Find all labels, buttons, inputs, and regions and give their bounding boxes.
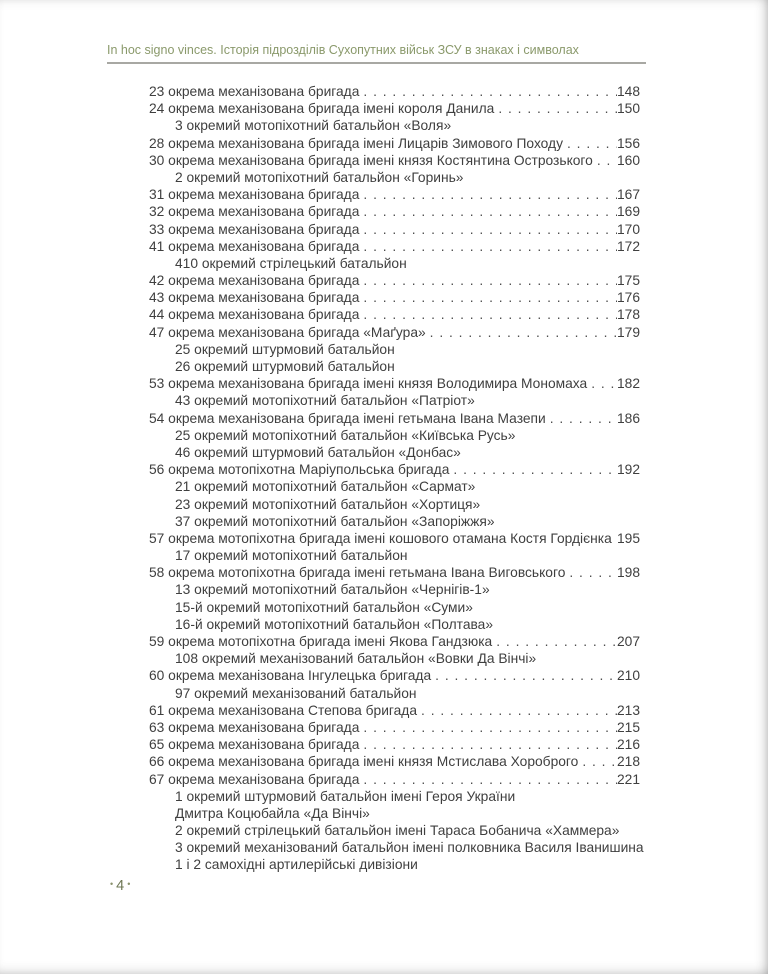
toc-leader-dots bbox=[567, 135, 617, 152]
toc-entry-title: 28 окрема механізована бригада імені Лицарів Зимового Походу bbox=[149, 135, 564, 151]
toc-entry-title: 47 окрема механізована бригада «Маґура» bbox=[149, 324, 426, 340]
toc-entry bbox=[149, 203, 640, 220]
running-title: In hoc signo vinces. Історія підрозділів Сухопутних військ ЗСУ в знаках і символах bbox=[107, 43, 579, 57]
toc-entry bbox=[149, 444, 640, 461]
toc-entry-page: 215 bbox=[616, 719, 640, 735]
toc-entry bbox=[149, 788, 640, 805]
running-header bbox=[107, 43, 646, 64]
toc-entry-title: 25 окремий штурмовий батальйон bbox=[175, 341, 395, 357]
toc-entry-page: 213 bbox=[616, 702, 640, 718]
toc-leader-dots bbox=[363, 771, 617, 788]
toc-entry-page: 167 bbox=[616, 187, 640, 203]
toc-entry-title: 43 окрема механізована бригада bbox=[149, 290, 360, 306]
toc-entry bbox=[149, 100, 640, 117]
toc-entry-title: 97 окремий механізований батальйон bbox=[175, 685, 417, 701]
toc-leader-dots bbox=[363, 289, 617, 306]
toc-leader-dots bbox=[363, 203, 617, 220]
toc-entry bbox=[149, 616, 640, 633]
toc-entry-title: 42 окрема механізована бригада bbox=[149, 273, 360, 289]
toc-leader-dots bbox=[591, 375, 617, 392]
toc-entry-page: 156 bbox=[616, 135, 640, 151]
toc-entry-title: 31 окрема механізована бригада bbox=[149, 187, 360, 203]
toc-entry-title: 21 окремий мотопіхотний батальйон «Сармат» bbox=[175, 479, 476, 495]
toc-entry-title: 46 окремий штурмовий батальйон «Донбас» bbox=[175, 444, 461, 460]
toc-leader-dots bbox=[363, 272, 617, 289]
toc-leader-dots bbox=[363, 238, 617, 255]
toc-entry bbox=[149, 169, 640, 186]
toc-entry-page: 148 bbox=[616, 84, 640, 99]
toc-entry bbox=[149, 289, 640, 306]
toc-entry-title: 60 окрема механізована Інгулецька бригада bbox=[149, 668, 432, 684]
toc-entry bbox=[149, 358, 640, 375]
page-number-folio bbox=[107, 878, 133, 895]
toc-entry-page: 192 bbox=[616, 462, 640, 478]
toc-entry-title: 57 окрема мотопіхотна бригада імені кошового отамана Костя Гордієнка bbox=[149, 530, 612, 546]
toc-entry bbox=[149, 221, 640, 238]
toc-entry-page: 179 bbox=[616, 324, 640, 340]
toc-entry-page: 221 bbox=[616, 771, 640, 787]
toc-entry-title: 3 окремий механізований батальйон імені полковника Василя Іванишина bbox=[175, 840, 644, 856]
toc-leader-dots bbox=[435, 667, 617, 684]
toc-leader-dots bbox=[363, 221, 617, 238]
toc-entry bbox=[149, 341, 640, 358]
toc-entry bbox=[149, 753, 640, 770]
toc-entry-title: 32 окрема механізована бригада bbox=[149, 204, 360, 220]
toc-entry-page: 176 bbox=[616, 290, 640, 306]
toc-entry-title: 1 окремий штурмовий батальйон імені Героя України bbox=[175, 788, 516, 804]
folio-bullet-left: • bbox=[110, 879, 114, 889]
toc-entry-title: 108 окремий механізований батальйон «Вовки Да Вінчі» bbox=[175, 651, 537, 667]
toc-entry-title: 61 окрема механізована Степова бригада bbox=[149, 702, 418, 718]
toc-entry-page: 216 bbox=[616, 737, 640, 753]
toc-entry bbox=[149, 771, 640, 788]
toc-entry-page: 172 bbox=[616, 238, 640, 254]
toc-entry-title: 3 окремий мотопіхотний батальйон «Воля» bbox=[175, 118, 452, 134]
toc-entry-page: 210 bbox=[616, 668, 640, 684]
toc-entry-title: 30 окрема механізована бригада імені князя Костянтина Острозького bbox=[149, 152, 593, 168]
toc-entry-title: 13 окремий мотопіхотний батальйон «Чернігів-1» bbox=[175, 582, 490, 598]
toc-leader-dots bbox=[569, 564, 617, 581]
toc-entry bbox=[149, 238, 640, 255]
toc-entry bbox=[149, 719, 640, 736]
toc-entry bbox=[149, 410, 640, 427]
toc-entry-title: 63 окрема механізована бригада bbox=[149, 719, 360, 735]
toc-entry bbox=[149, 461, 640, 478]
toc-entry-title: 58 окрема мотопіхотна бригада імені гетьмана Івана Виговського bbox=[149, 565, 566, 581]
toc-leader-dots bbox=[363, 306, 617, 323]
toc-entry-title: 37 окремий мотопіхотний батальйон «Запоріжжя» bbox=[175, 513, 495, 529]
toc-entry-title: Дмитра Коцюбайла «Да Вінчі» bbox=[175, 805, 370, 821]
toc-entry bbox=[149, 685, 640, 702]
toc-entry bbox=[149, 478, 640, 495]
toc-entry-title: 43 окремий мотопіхотний батальйон «Патріот» bbox=[175, 393, 475, 409]
toc-entry-title: 41 окрема механізована бригада bbox=[149, 238, 360, 254]
toc-entry bbox=[149, 272, 640, 289]
toc-entry-page: 182 bbox=[616, 376, 640, 392]
toc-entry-title: 23 окремий мотопіхотний батальйон «Хортиця» bbox=[175, 496, 481, 512]
toc-leader-dots bbox=[453, 461, 617, 478]
toc-entry-title: 26 окремий штурмовий батальйон bbox=[175, 359, 395, 374]
toc-entry-title: 66 окрема механізована бригада імені князя Мстислава Хороброго bbox=[149, 754, 579, 770]
toc-entry bbox=[149, 83, 640, 100]
toc-entry-title: 2 окремий стрілецький батальйон імені Тараса Бобанича «Хаммера» bbox=[175, 823, 620, 839]
toc-leader-dots bbox=[363, 719, 617, 736]
toc-entry-title: 53 окрема механізована бригада імені князя Володимира Мономаха bbox=[149, 376, 588, 392]
toc-entry bbox=[149, 547, 640, 564]
toc-entry-page: 178 bbox=[616, 307, 640, 323]
toc-entry-title: 410 окремий стрілецький батальйон bbox=[175, 255, 407, 271]
folio-bullet-right: • bbox=[127, 879, 131, 889]
toc-leader-dots bbox=[597, 152, 617, 169]
toc-entry bbox=[149, 736, 640, 753]
toc-leader-dots bbox=[363, 83, 617, 100]
toc-entry bbox=[149, 255, 640, 272]
toc-entry-page: 198 bbox=[616, 565, 640, 581]
toc-entry-page: 218 bbox=[616, 754, 640, 770]
toc-entry bbox=[149, 702, 640, 719]
toc-entry bbox=[149, 633, 640, 650]
toc-entry bbox=[149, 667, 640, 684]
toc-entry-title: 25 окремий мотопіхотний батальйон «Київська Русь» bbox=[175, 427, 516, 443]
toc-entry bbox=[149, 581, 640, 598]
toc-entry-title: 56 окрема мотопіхотна Маріупольська бригада bbox=[149, 462, 450, 478]
toc-entry bbox=[149, 650, 640, 667]
toc-entry-page: 170 bbox=[616, 221, 640, 237]
toc-entry bbox=[149, 599, 640, 616]
toc-leader-dots bbox=[496, 633, 617, 650]
toc-entry-title: 54 окрема механізована бригада імені гетьмана Івана Мазепи bbox=[149, 410, 546, 426]
toc-entry-page: 207 bbox=[616, 634, 640, 649]
toc-entry-title: 23 окрема механізована бригада bbox=[149, 84, 360, 99]
toc-leader-dots bbox=[430, 324, 617, 341]
toc-entry-title: 59 окрема мотопіхотна бригада імені Якова Гандзюка bbox=[149, 634, 493, 649]
toc-entry bbox=[149, 152, 640, 169]
toc-entry bbox=[149, 392, 640, 409]
toc-entry-title: 15-й окремий мотопіхотний батальйон «Суми» bbox=[175, 599, 473, 615]
folio-page-number: 4 bbox=[116, 878, 125, 894]
toc-entry bbox=[149, 306, 640, 323]
toc-entry bbox=[149, 564, 640, 581]
toc-entry-title: 33 окрема механізована бригада bbox=[149, 221, 360, 237]
toc-entry bbox=[149, 186, 640, 203]
toc-entry-title: 65 окрема механізована бригада bbox=[149, 737, 360, 753]
toc-entry-title: 44 окрема механізована бригада bbox=[149, 307, 360, 323]
toc-entry-title: 1 і 2 самохідні артилерійські дивізіони bbox=[175, 857, 418, 873]
toc-entry bbox=[149, 856, 640, 873]
toc-entry-title: 24 окрема механізована бригада імені короля Данила bbox=[149, 101, 495, 117]
toc-entry bbox=[149, 324, 640, 341]
toc-leader-dots bbox=[550, 410, 617, 427]
toc-entry bbox=[149, 496, 640, 513]
toc-entry-page: 169 bbox=[616, 204, 640, 220]
toc-entry-title: 16-й окремий мотопіхотний батальйон «Полтава» bbox=[175, 616, 494, 632]
toc-leader-dots bbox=[582, 753, 617, 770]
toc-entry-page: 195 bbox=[616, 530, 640, 546]
toc-entry-page: 160 bbox=[616, 152, 640, 168]
toc-entry bbox=[149, 822, 640, 839]
toc-entry-title: 17 окремий мотопіхотний батальйон bbox=[175, 548, 408, 564]
toc-entry bbox=[149, 530, 640, 547]
table-of-contents bbox=[149, 83, 644, 874]
toc-entry-title: 67 окрема механізована бригада bbox=[149, 771, 360, 787]
toc-entry bbox=[149, 513, 640, 530]
toc-entry-page: 186 bbox=[616, 410, 640, 426]
toc-entry bbox=[149, 135, 640, 152]
toc-entry bbox=[149, 427, 640, 444]
toc-entry-page: 175 bbox=[616, 273, 640, 289]
toc-leader-dots bbox=[421, 702, 617, 719]
toc-leader-dots bbox=[363, 186, 617, 203]
toc-entry-page: 150 bbox=[616, 101, 640, 117]
toc-entry bbox=[149, 375, 640, 392]
toc-leader-dots bbox=[498, 100, 617, 117]
toc-entry-title: 2 окремий мотопіхотний батальйон «Горинь» bbox=[175, 169, 464, 185]
toc-leader-dots bbox=[363, 736, 617, 753]
toc-entry bbox=[149, 839, 644, 856]
toc-entry bbox=[149, 805, 640, 822]
toc-entry bbox=[149, 117, 640, 134]
